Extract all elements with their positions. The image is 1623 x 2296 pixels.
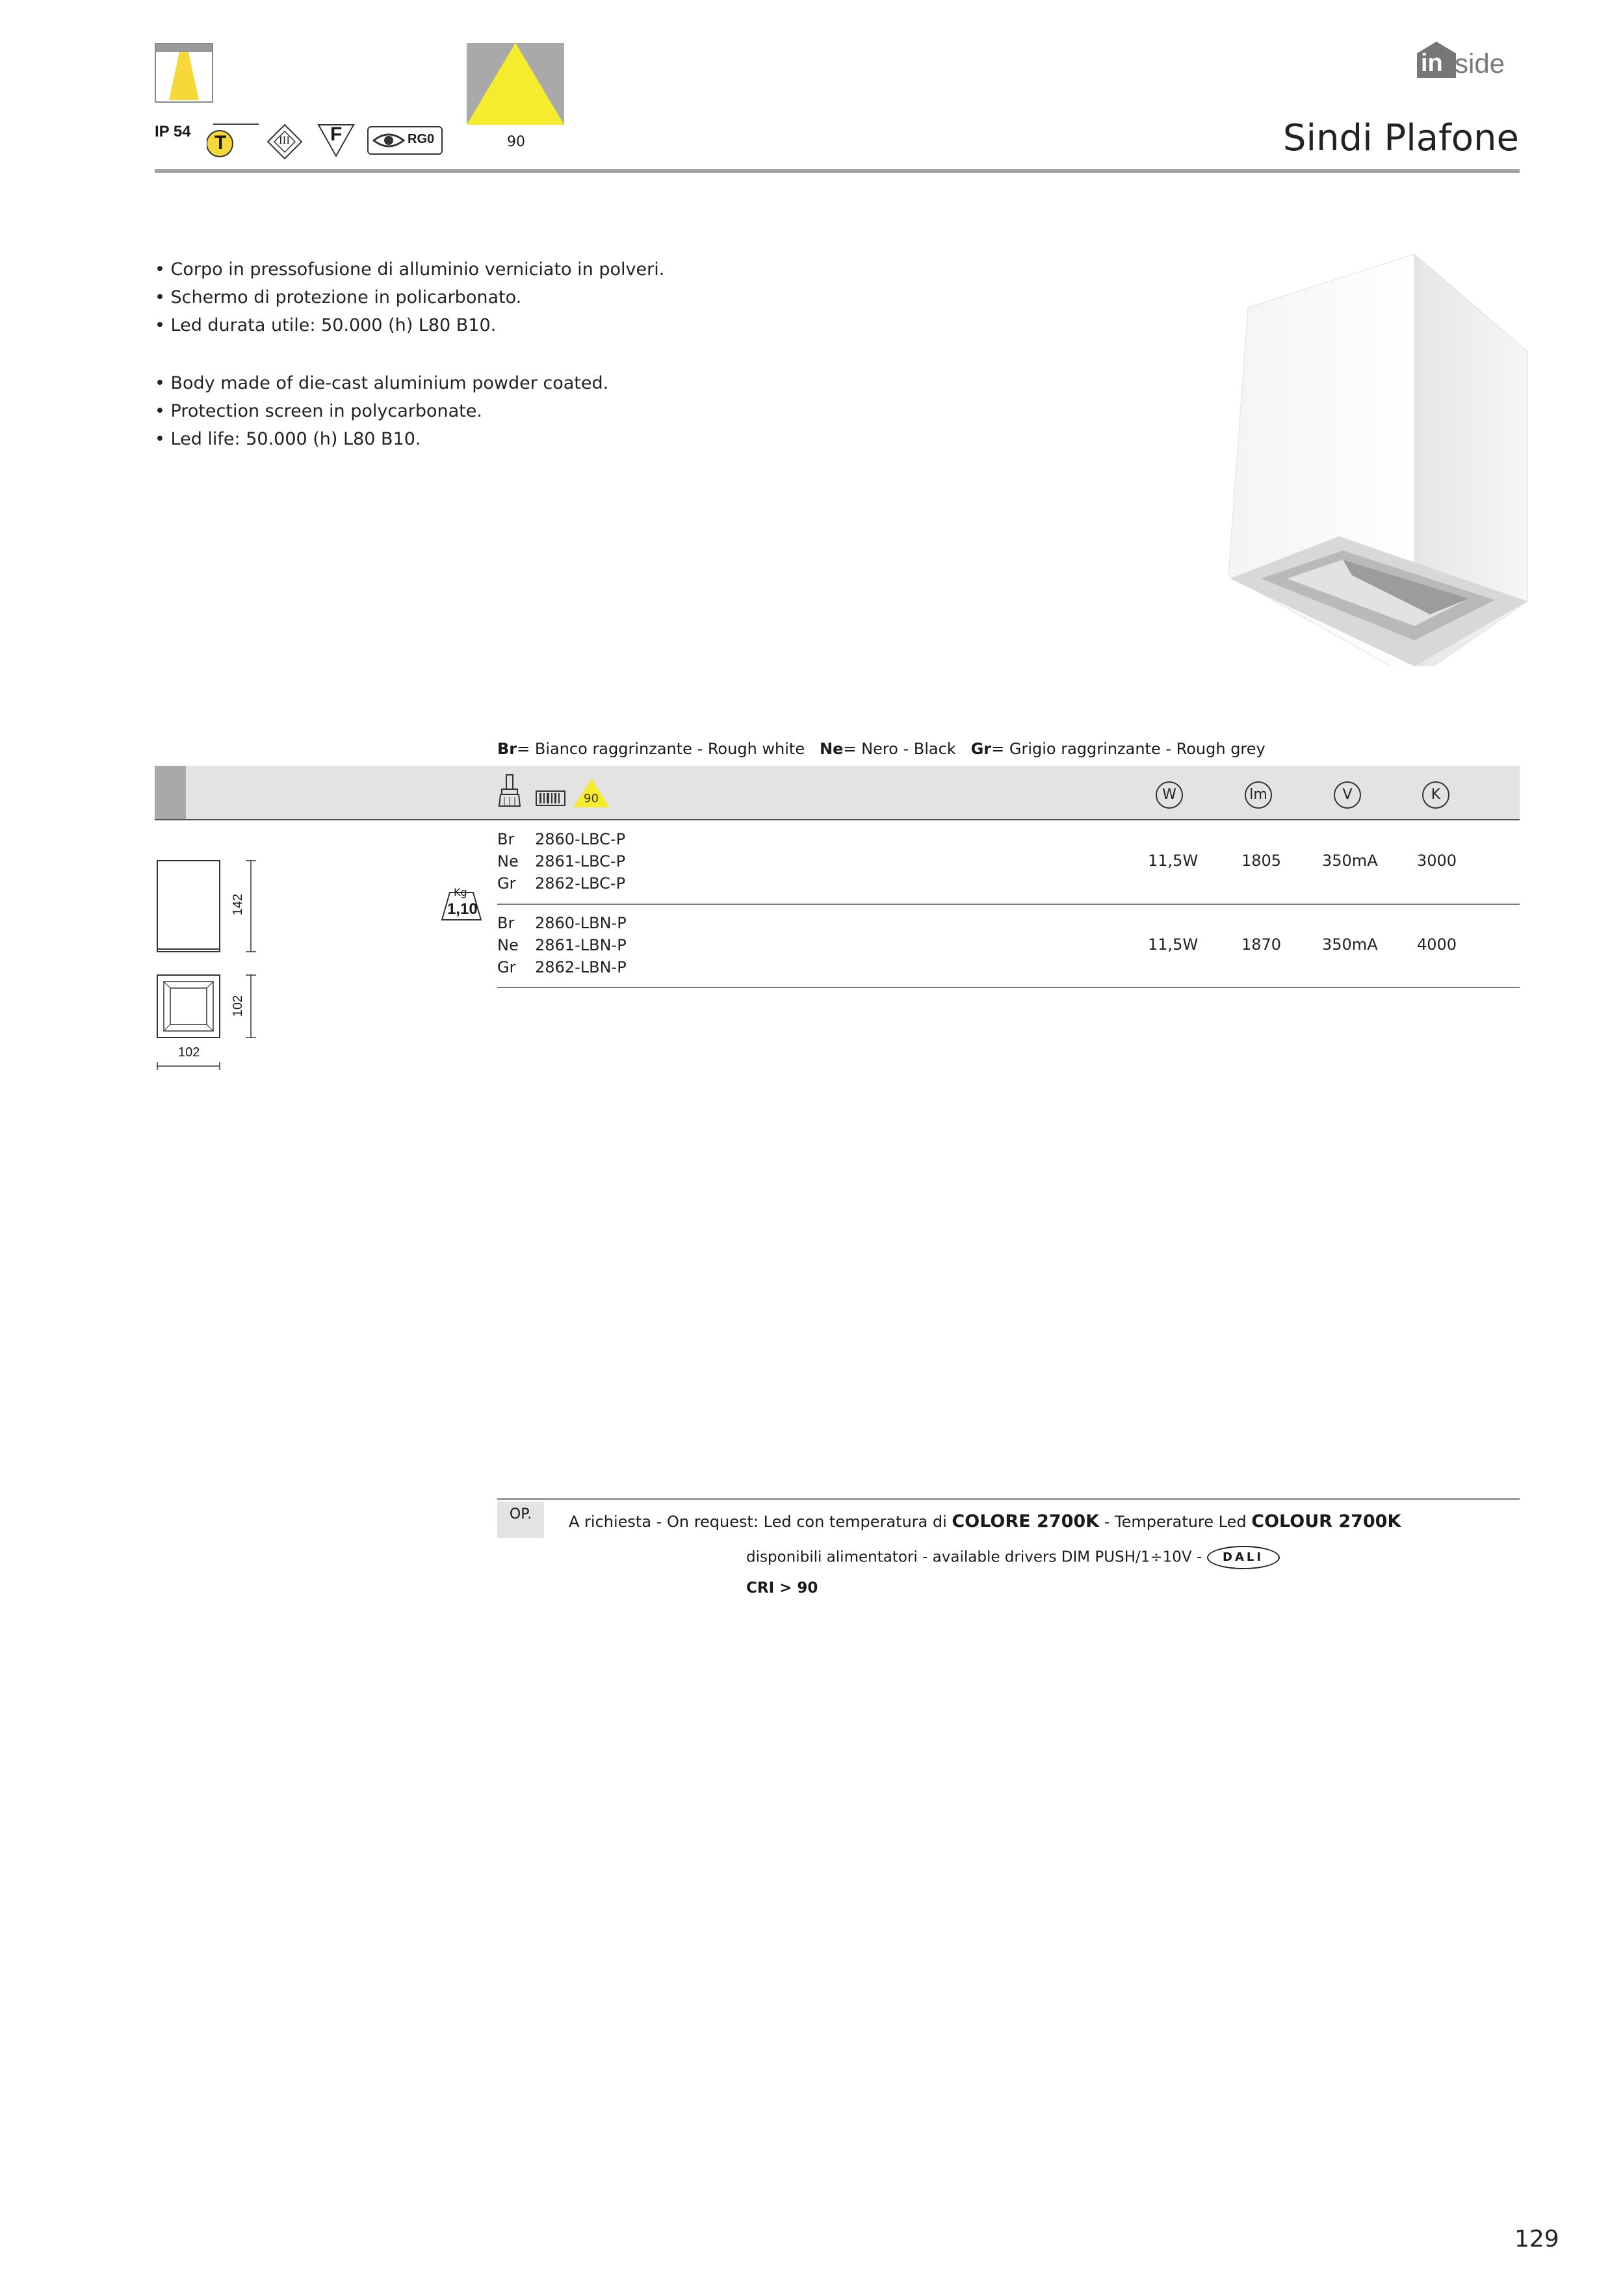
legend-gr-key: Gr xyxy=(970,740,992,758)
finish-code: Ne xyxy=(497,852,519,870)
description-en xyxy=(155,369,608,453)
options-text: disponibili alimentatori - available drivers DIM PUSH/1÷10V - xyxy=(746,1548,1207,1566)
t-temperature-icon xyxy=(207,120,259,159)
dali-icon xyxy=(1207,1546,1280,1569)
header-divider xyxy=(155,169,1520,173)
top-view-drawing xyxy=(155,972,259,1070)
class-label: III xyxy=(279,134,290,146)
finish-code: Gr xyxy=(497,874,516,893)
legend-gr-text: = Grigio raggrinzante - Rough grey xyxy=(991,740,1266,758)
desc-it-line: • Led durata utile: 50.000 (h) L80 B10. xyxy=(155,315,497,335)
product-code: 2862-LBN-P xyxy=(535,958,627,976)
header-beam-label: 90 xyxy=(584,792,599,805)
table-header-rule xyxy=(155,819,1520,820)
logo-suffix: side xyxy=(1455,48,1505,79)
options-bold: COLOUR 2700K xyxy=(1251,1511,1401,1532)
legend-ne-text: = Nero - Black xyxy=(843,740,956,758)
row-divider xyxy=(497,904,1520,905)
depth-dimension: 102 xyxy=(231,995,246,1017)
options-rule xyxy=(497,1498,1520,1500)
weight-value: 1,10 xyxy=(447,900,478,918)
table-header-bar xyxy=(155,766,1520,819)
options-text: A richiesta - On request: Led con temperatura di xyxy=(569,1513,952,1531)
options-text: - Temperature Led xyxy=(1099,1513,1252,1531)
legend-br-text: = Bianco raggrinzante - Rough white xyxy=(517,740,805,758)
lumen-value: 1870 xyxy=(1241,935,1282,954)
weight-unit: Kg xyxy=(454,886,467,898)
beam-triangle-icon xyxy=(572,777,611,809)
desc-it-line: • Schermo di protezione in policarbonato. xyxy=(155,287,522,307)
lumen-value: 1805 xyxy=(1241,852,1282,870)
brand-logo xyxy=(1417,40,1521,79)
beam-angle-icon xyxy=(467,43,564,155)
finish-code: Br xyxy=(497,914,515,932)
kelvin-value: 4000 xyxy=(1417,935,1457,954)
beam-type-icon xyxy=(155,43,213,103)
legend-br-key: Br xyxy=(497,740,517,758)
finish-legend xyxy=(497,740,1266,758)
page-title: Sindi Plafone xyxy=(1282,117,1519,159)
watt-value: 11,5W xyxy=(1148,935,1199,954)
logo-prefix: in xyxy=(1421,49,1443,77)
paint-brush-icon xyxy=(498,774,521,807)
ip-rating: IP 54 xyxy=(155,123,191,140)
height-dimension: 142 xyxy=(231,893,246,916)
page-number: 129 xyxy=(1514,2226,1559,2252)
desc-it-line: • Corpo in pressofusione di alluminio verniciato in polveri. xyxy=(155,259,665,280)
t-label: T xyxy=(214,132,227,153)
product-code: 2861-LBC-P xyxy=(535,852,626,870)
table-row-group-2 xyxy=(497,912,627,978)
dali-label: DALI xyxy=(1223,1550,1264,1564)
product-code: 2862-LBC-P xyxy=(535,874,626,893)
watt-value: 11,5W xyxy=(1148,852,1199,870)
finish-code: Br xyxy=(497,830,515,848)
legend-ne-key: Ne xyxy=(819,740,844,758)
product-code: 2860-LBN-P xyxy=(535,914,627,932)
beam-angle-label: 90 xyxy=(507,134,525,150)
description-it xyxy=(155,255,664,339)
desc-en-line: • Body made of die-cast aluminium powder coated. xyxy=(155,373,609,393)
row-divider xyxy=(497,987,1520,988)
options-line-3: CRI > 90 xyxy=(746,1580,818,1597)
options-line-1 xyxy=(569,1511,1401,1532)
barcode-icon xyxy=(536,790,565,806)
side-view-drawing xyxy=(155,858,259,956)
options-bold: COLORE 2700K xyxy=(952,1511,1100,1532)
watt-column-header: W xyxy=(1156,781,1183,809)
rg0-eye-icon xyxy=(367,126,443,155)
options-line-2 xyxy=(746,1546,1280,1569)
lumen-column-header: lm xyxy=(1245,781,1272,809)
finish-code: Ne xyxy=(497,936,519,954)
kelvin-column-header: K xyxy=(1422,781,1449,809)
voltage-column-header: V xyxy=(1334,781,1361,809)
product-code: 2861-LBN-P xyxy=(535,936,627,954)
class-iii-icon xyxy=(266,124,303,160)
current-value: 350mA xyxy=(1322,852,1378,870)
desc-en-line: • Protection screen in polycarbonate. xyxy=(155,401,482,421)
kelvin-value: 3000 xyxy=(1417,852,1457,870)
current-value: 350mA xyxy=(1322,935,1378,954)
finish-code: Gr xyxy=(497,958,516,976)
width-dimension: 102 xyxy=(178,1045,200,1060)
options-tag: OP. xyxy=(497,1502,544,1538)
f-label: F xyxy=(330,124,343,145)
desc-en-line: • Led life: 50.000 (h) L80 B10. xyxy=(155,429,421,449)
table-header-accent xyxy=(155,766,186,819)
rg0-label: RG0 xyxy=(408,132,435,146)
weight-icon xyxy=(441,886,482,921)
product-code: 2860-LBC-P xyxy=(535,830,626,848)
product-image xyxy=(1222,250,1534,666)
table-row-group-1 xyxy=(497,828,625,894)
f-mounting-icon xyxy=(317,124,355,157)
